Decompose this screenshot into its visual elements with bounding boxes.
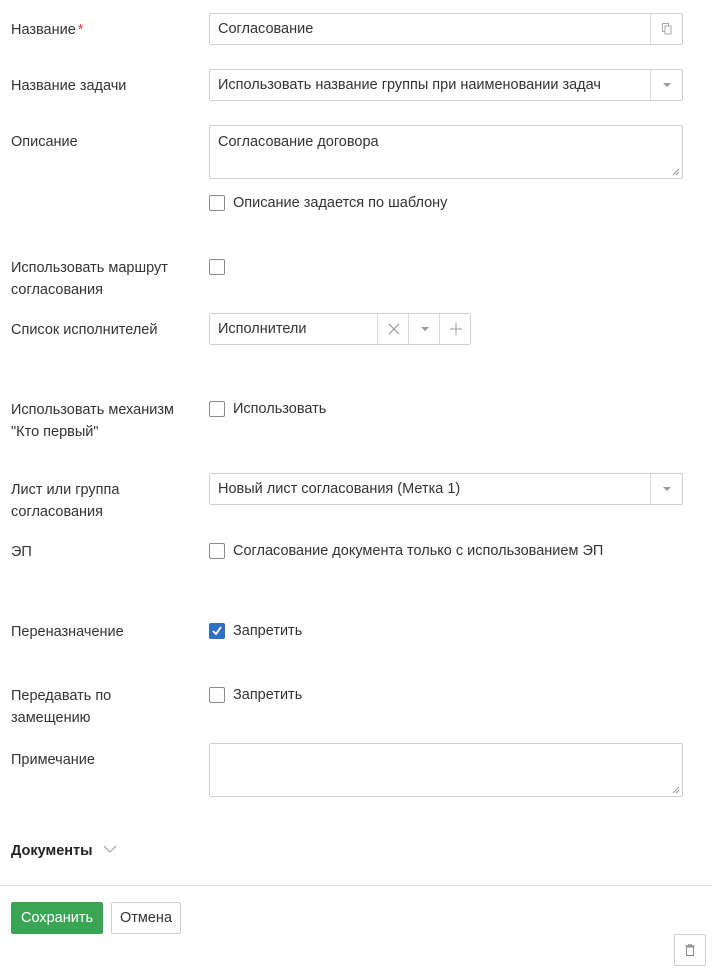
name-input-value: Согласование (218, 21, 314, 37)
documents-section-toggle[interactable] (11, 840, 117, 862)
first-wins-checkbox-label: Использовать (233, 401, 327, 417)
resize-grip-icon[interactable] (672, 786, 680, 794)
description-label: Описание (11, 134, 78, 150)
description-value: Согласование договора (218, 134, 379, 150)
executors-label: Список исполнителей (11, 322, 158, 338)
executors-input[interactable] (209, 313, 471, 345)
reassign-label: Переназначение (11, 624, 124, 640)
reassign-checkbox-label: Запретить (233, 623, 303, 639)
description-textarea[interactable] (209, 125, 683, 179)
delete-button[interactable] (674, 934, 706, 966)
copy-icon[interactable] (650, 14, 682, 44)
save-button[interactable]: Сохранить (11, 902, 103, 934)
name-label: Название * (11, 22, 84, 38)
description-template-checkbox[interactable] (209, 195, 225, 211)
reassign-checkbox[interactable] (209, 623, 225, 639)
chevron-down-icon[interactable] (408, 314, 440, 344)
substitution-checkbox[interactable] (209, 687, 225, 703)
note-label: Примечание (11, 752, 95, 768)
add-icon[interactable] (439, 314, 471, 344)
ep-label: ЭП (11, 544, 32, 560)
trash-icon (685, 944, 695, 956)
description-template-label: Описание задается по шаблону (233, 195, 448, 211)
footer-divider (0, 885, 712, 886)
documents-section-label: Документы (11, 843, 93, 859)
substitution-label: Передавать по замещению (11, 688, 112, 726)
first-wins-label: Использовать механизм "Кто первый" (11, 402, 174, 440)
ep-checkbox-label: Согласование документа только с использованием ЭП (233, 543, 604, 559)
sheet-select[interactable] (209, 473, 683, 505)
use-route-checkbox[interactable] (209, 259, 225, 275)
required-mark: * (77, 22, 84, 38)
substitution-checkbox-label: Запретить (233, 687, 303, 703)
name-input[interactable] (209, 13, 683, 45)
first-wins-checkbox[interactable] (209, 401, 225, 417)
task-name-select[interactable] (209, 69, 683, 101)
ep-checkbox[interactable] (209, 543, 225, 559)
chevron-down-icon (103, 845, 117, 854)
resize-grip-icon[interactable] (672, 168, 680, 176)
task-name-value: Использовать название группы при наименовании задач (218, 77, 601, 93)
use-route-label: Использовать маршрут согласования (11, 260, 168, 298)
sheet-label: Лист или группа согласования (11, 482, 120, 520)
clear-icon[interactable] (377, 314, 409, 344)
checkmark-icon (210, 624, 224, 638)
chevron-down-icon[interactable] (650, 474, 682, 504)
chevron-down-icon[interactable] (650, 70, 682, 100)
cancel-button[interactable]: Отмена (111, 902, 181, 934)
task-name-label: Название задачи (11, 78, 127, 94)
sheet-value: Новый лист согласования (Метка 1) (218, 481, 461, 497)
note-textarea[interactable] (209, 743, 683, 797)
executors-value: Исполнители (218, 321, 307, 337)
